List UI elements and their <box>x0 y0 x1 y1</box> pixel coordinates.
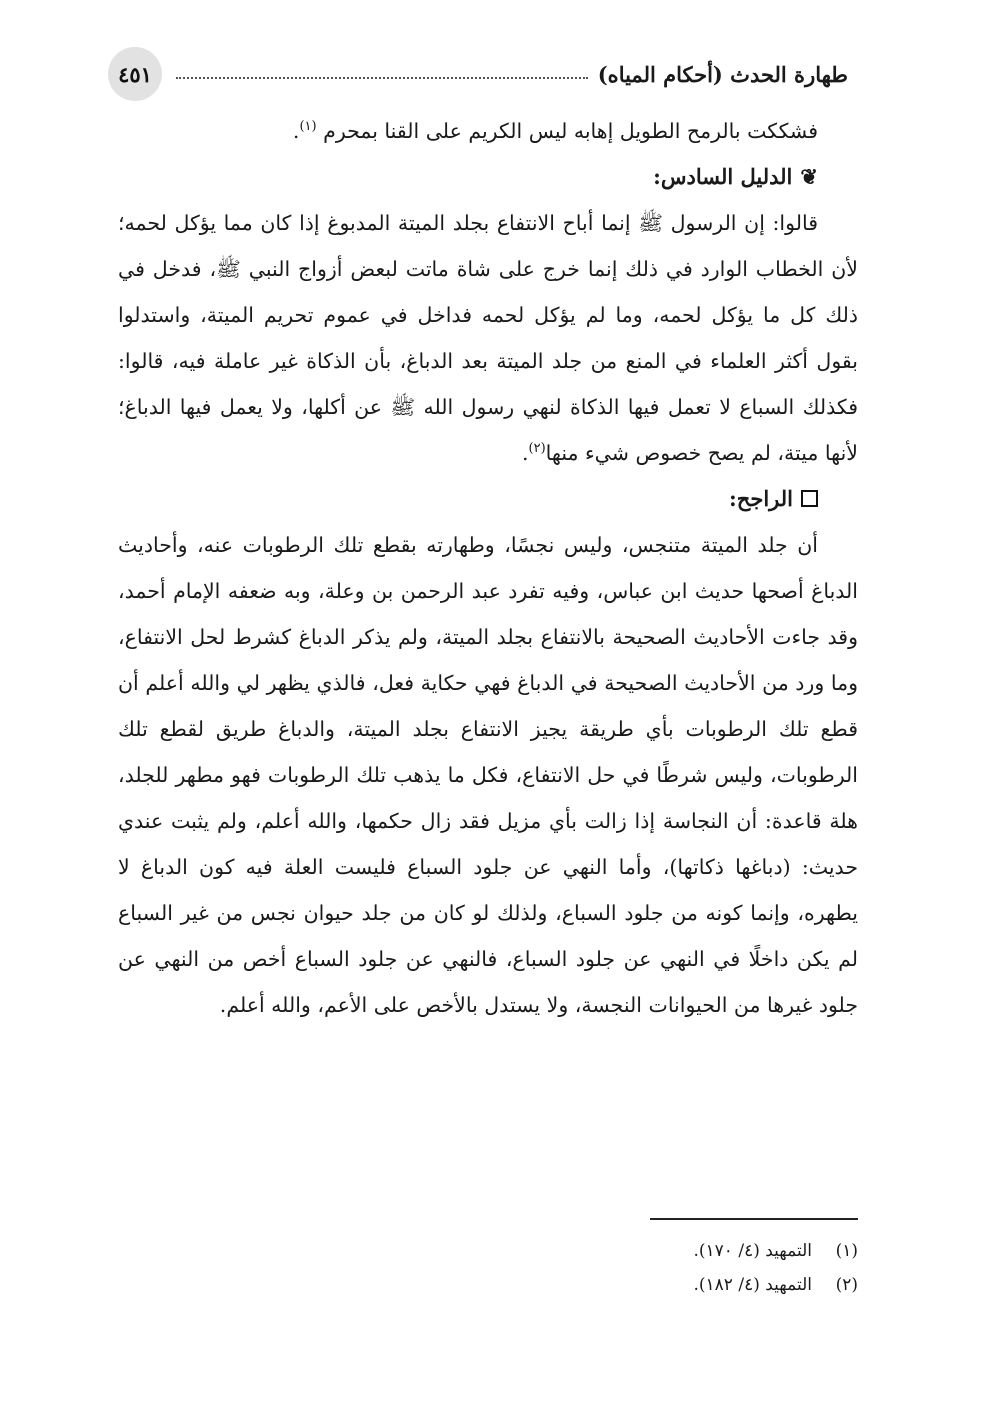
footnote-ref-2: (٢) <box>528 441 546 457</box>
footnotes <box>118 1234 858 1302</box>
paragraph-preferred: أن جلد الميتة متنجس، وليس نجسًا، وطهارته بقطع تلك الرطوبات عنه، وأحاديث الدباغ أصحها حديث ابن عباس، وفيه تفرد عبد الرحمن بن وعلة، وبه ضعفه الإمام أحمد، وقد جاءت الأحاديث الصحيحة بالانتفاع بجلد الميتة، ولم يذكر الدباغ كشرط لحل الانتفاع، وما ورد من الأحاديث الصحيحة في الدباغ فهي حكاية فعل، فالذي يظهر لي والله أعلم أن قطع تلك الرطوبات بأي طريقة يجيز الانتفاع بجلد الميتة، والدباغ طريق لقطع تلك الرطوبات، وليس شرطًا في حل الانتفاع، فكل ما يذهب تلك الرطوبات فهو مطهر للجلد، هلة قاعدة: أن النجاسة إذا زالت بأي مزيل فقد زال حكمها، والله أعلم، ولم يثبت عندي حديث: (دباغها ذكاتها)، وأما النهي عن جلود السباع فليست العلة فيه كون الدباغ لا يطهره، وإنما كونه من جلود السباع، ولذلك لو كان من جلد حيوان نجس من غير السباع لم يكن داخلًا في النهي عن جلود السباع، فالنهي عن جلود السباع أخص من النهي عن جلود غيرها من الحيوانات النجسة، ولا يستدل بالأخص على الأعم، والله أعلم. <box>118 533 858 1017</box>
footnote-item <box>118 1234 858 1268</box>
paragraph-evidence-text: قالوا: إن الرسول ﷺ إنما أباح الانتفاع بجلد الميتة المدبوغ إذا كان مما يؤكل لحمه؛ لأن الخطاب الوارد في ذلك إنما خرج على شاة ماتت لبعض أزواج النبي ﷺ، فدخل في ذلك كل ما يؤكل لحمه، وما لم يؤكل لحمه فداخل في عموم تحريم الميتة، واستدلوا بقول أكثر العلماء في المنع من جلد الميتة بعد الدباغ، بأن الذكاة غير عاملة فيه، قالوا: فكذلك السباع لا تعمل فيها الذكاة لنهي رسول الله ﷺ عن أكلها، ولا يعمل فيها الدباغ؛ لأنها ميتة، لم يصح خصوص شيء منها <box>118 211 858 465</box>
paragraph-evidence <box>118 200 858 476</box>
main-text <box>118 108 858 1028</box>
footnote-number: (١) <box>835 1241 858 1261</box>
heading-preferred-text: الراجح: <box>729 486 793 511</box>
footnote-item <box>118 1268 858 1302</box>
footnote-text: التمهيد (٤/ ١٨٢). <box>693 1275 812 1295</box>
verse-end: . <box>292 119 300 143</box>
footnote-text: التمهيد (٤/ ١٧٠). <box>693 1241 812 1261</box>
heading-preferred <box>118 476 858 522</box>
running-header <box>108 46 848 102</box>
footnote-number: (٢) <box>835 1275 858 1295</box>
square-bullet-icon <box>801 490 818 507</box>
heading-sixth-evidence <box>118 154 858 200</box>
footnote-divider <box>650 1218 858 1220</box>
paragraph-evidence-end: . <box>521 441 529 465</box>
verse-line <box>118 108 858 154</box>
page-number-badge <box>108 47 162 101</box>
chapter-title: طهارة الحدث (أحكام المياه) <box>597 61 848 87</box>
leaf-ornament-icon: ❦ <box>800 164 818 189</box>
heading-sixth-evidence-text: الدليل السادس: <box>653 164 793 189</box>
footnote-ref-1: (١) <box>299 119 317 135</box>
verse-text: فشككت بالرمح الطويل إهابه ليس الكريم على القنا بمحرم <box>323 119 818 143</box>
header-dotted-leader <box>176 77 588 79</box>
page-number: ٤٥١ <box>118 61 152 87</box>
